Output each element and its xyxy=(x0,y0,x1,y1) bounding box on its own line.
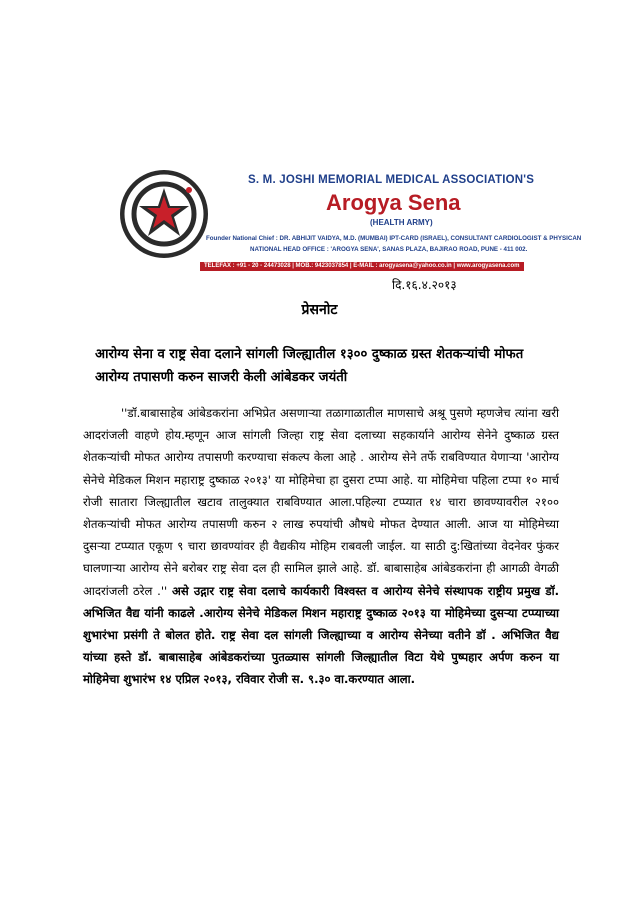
body-paragraph xyxy=(83,402,559,691)
page-title: प्रेसनोट xyxy=(301,302,338,318)
attribution-text: असे उद्गार राष्ट्र सेवा दलाचे कार्यकारी विश्वस्त व आरोग्य सेनेचे संस्थापक राष्ट्रीय प्रमुख डॉ. अभिजित वैद्य यांनी काढले .आरोग्य सेनेचे मेडिकल मिशन महाराष्ट्र दुष्काळ २०१३ या मोहिमेच्या दुसऱ्या टप्प्याच्या शुभारंभा प्रसंगी ते बोलत होते. राष्ट्र सेवा दल सांगली जिल्ह्याच्या व आरोग्य सेनेच्या वतीने डॉ . अभिजित वैद्य यांच्या हस्ते डॉ. बाबासाहेब आंबेडकरांच्या पुतळ्यास सांगली जिल्ह्यातील विटा येथे पुष्पहार अर्पण करुन या मोहिमेचा शुभारंभ १४ एप्रिल २०१३, रविवार रोजी स. ९.३० वा.करण्यात आला. xyxy=(83,583,560,687)
press-date: दि.१६.४.२०१३ xyxy=(392,278,457,292)
office-address: NATIONAL HEAD OFFICE : 'AROGYA SENA', SANAS PLAZA, BAJIRAO ROAD, PUNE - 411 002. xyxy=(250,246,528,253)
letterhead xyxy=(118,160,582,278)
headline: आरोग्य सेना व राष्ट्र सेवा दलाने सांगली जिल्ह्यातील १३०० दुष्काळ ग्रस्त शेतकऱ्यांची मोफत आरोग्य तपासणी करुन साजरी केली आंबेडकर जयंती xyxy=(95,347,524,385)
organization-name: S. M. JOSHI MEMORIAL MEDICAL ASSOCIATION'S xyxy=(248,174,535,186)
quote-text: ''डॉ.बाबासाहेब आंबेडकरांना अभिप्रेत असणाऱ्या तळागाळातील माणसाचे अश्रू पुसणे म्हणजेच त्यांना खरी आदरांजली वाहणे होय.म्हणून आज सांगली जिल्हा राष्ट्र सेवा दलाच्या सहकार्याने आरोग्य सेनेने दुष्काळ ग्रस्त शेतकऱ्यांची मोफत आरोग्य तपासणी करण्याचा संकल्प केला आहे . आरोग्य सेने तर्फे राबविण्यात येणाऱ्या 'आरोग्य सेनेचे मेडिकल मिशन महाराष्ट्र दुष्काळ २०१३' या मोहिमेचा हा दुसरा टप्पा आहे. या मोहिमेचा पहिला टप्पा १० मार्च रोजी सातारा जिल्ह्यातील खटाव तालुक्यात राबविण्यात आला.पहिल्या टप्प्यात १४ चारा छावण्यावरील २१०० शेतकऱ्यांची मोफत आरोग्य तपासणी करुन २ लाख रुपयांची औषधे मोफत देण्यात आली. आज या मोहिमेच्या दुसऱ्या टप्प्यात एकूण ९ चारा छावण्यांवर ही वैद्यकीय मोहिम राबवली जाईल. या साठी दु:खितांच्या वेदनेवर फुंकर घालणाऱ्या आरोग्य सेने बरोबर राष्ट्र सेवा दल ही सामिल झाले आहे. डॉ. बाबासाहेब आंबेडकरांना ही आगळी वेगळी आदरांजली ठरेल .'' xyxy=(83,406,559,598)
brand-subtitle: (HEALTH ARMY) xyxy=(370,218,433,227)
arogya-sena-logo xyxy=(118,168,210,260)
contact-bar: TELEFAX : +91 - 20 - 24473028 | MOB.: 9423037854 | E-MAIL : arogyasena@yahoo.co.in | www.arogyasena.com xyxy=(200,262,524,271)
brand-name: Arogya Sena xyxy=(326,190,461,215)
press-body xyxy=(83,402,559,691)
founder-line: Founder National Chief : DR. ABHIJIT VAIDYA, M.D. (MUMBAI) IPT-CARD (ISRAEL), CONSULTANT CARDIOLOGIST & PHYSICAN xyxy=(206,235,582,242)
